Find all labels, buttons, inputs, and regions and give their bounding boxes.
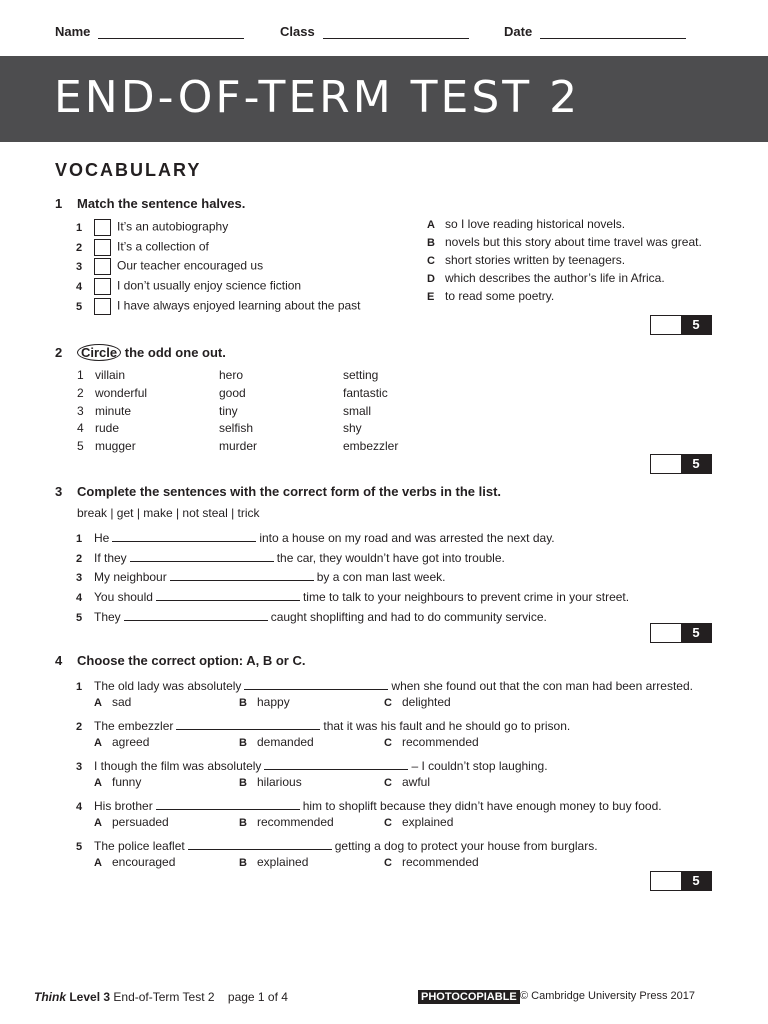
item-text: The old lady was absolutely: [94, 679, 242, 693]
list-item: [76, 298, 361, 315]
date-field[interactable]: [504, 24, 686, 39]
option-letter: A: [94, 857, 102, 869]
option-a[interactable]: [94, 735, 239, 749]
word-option[interactable]: hero: [219, 368, 244, 382]
option-c[interactable]: [384, 815, 529, 829]
item-number: 4: [76, 592, 83, 604]
item-number: 2: [76, 241, 83, 254]
word-option[interactable]: minute: [95, 404, 132, 418]
item-number: 1: [76, 681, 83, 693]
option-letter: C: [384, 737, 392, 749]
options-row: [94, 815, 529, 829]
option-letter: B: [239, 817, 247, 829]
score-box[interactable]: [650, 623, 712, 643]
item-text: The embezzler: [94, 719, 174, 733]
option-text: delighted: [402, 695, 451, 709]
table-row: [77, 439, 398, 453]
row-number: 2: [77, 386, 84, 400]
answer-blank[interactable]: [130, 549, 274, 562]
item-text: They: [94, 610, 121, 624]
word-option[interactable]: rude: [95, 421, 120, 435]
list-item: [76, 677, 693, 693]
item-text: I though the film was absolutely: [94, 759, 262, 773]
item-number: 3: [76, 260, 83, 273]
score-box[interactable]: [650, 315, 712, 335]
footer-page: page 1 of 4: [227, 990, 288, 1004]
answer-blank[interactable]: [156, 797, 300, 810]
name-line[interactable]: [98, 24, 244, 39]
circle-word: Circle: [77, 344, 121, 361]
title-banner: [0, 56, 768, 142]
q2-heading: [55, 344, 226, 361]
option-text: explained: [257, 855, 309, 869]
item-text: I don’t usually enjoy science fiction: [117, 278, 302, 293]
row-number: 4: [77, 421, 84, 435]
q1-heading: [55, 196, 245, 211]
item-number: 3: [76, 761, 83, 773]
ending-letter: E: [427, 291, 435, 303]
ending-letter: D: [427, 273, 435, 285]
item-text: My neighbour: [94, 570, 167, 584]
q2-number: 2: [55, 345, 63, 360]
ending-item: [427, 253, 625, 267]
list-item: [76, 608, 547, 624]
answer-checkbox[interactable]: [94, 278, 111, 295]
option-letter: B: [239, 777, 247, 789]
answer-blank[interactable]: [156, 588, 300, 601]
option-c[interactable]: [384, 695, 529, 709]
q4-instruction: Choose the correct option: A, B or C.: [77, 653, 306, 668]
item-number: 5: [76, 841, 83, 853]
ending-item: [427, 235, 702, 249]
word-option[interactable]: embezzler: [343, 439, 399, 453]
answer-blank[interactable]: [112, 529, 256, 542]
option-a[interactable]: [94, 775, 239, 789]
option-letter: C: [384, 777, 392, 789]
ending-letter: A: [427, 219, 435, 231]
item-number: 5: [76, 612, 83, 624]
list-item: [76, 797, 662, 813]
row-number: 3: [77, 404, 84, 418]
option-letter: A: [94, 697, 102, 709]
item-number: 1: [76, 533, 83, 545]
item-text: He: [94, 531, 110, 545]
item-number: 3: [76, 572, 83, 584]
option-letter: A: [94, 737, 102, 749]
word-option[interactable]: fantastic: [343, 386, 388, 400]
item-text: His brother: [94, 799, 153, 813]
score-total: 5: [681, 872, 711, 890]
word-option[interactable]: tiny: [219, 404, 238, 418]
item-text: into a house on my road and was arrested the next day.: [259, 531, 555, 545]
item-text: getting a dog to protect your house from burglars.: [334, 839, 598, 853]
list-item: [76, 588, 629, 604]
q1-instruction: Match the sentence halves.: [77, 196, 246, 211]
list-item: [76, 529, 555, 545]
footer-test: End-of-Term Test 2: [113, 990, 215, 1004]
item-text: the car, they wouldn’t have got into trouble.: [276, 551, 505, 565]
options-row: [94, 695, 529, 709]
score-total: 5: [681, 316, 711, 334]
list-item: [76, 549, 505, 565]
option-letter: B: [239, 857, 247, 869]
option-b[interactable]: [239, 815, 384, 829]
item-text: that it was his fault and he should go to prison.: [323, 719, 571, 733]
answer-checkbox[interactable]: [94, 219, 111, 236]
options-row: [94, 775, 529, 789]
photocopiable-badge: PHOTOCOPIABLE: [418, 990, 520, 1004]
ending-text: which describes the author’s life in Africa.: [445, 271, 665, 285]
ending-text: novels but this story about time travel was great.: [445, 235, 702, 249]
ending-text: so I love reading historical novels.: [445, 217, 626, 231]
class-label: Class: [280, 24, 315, 39]
item-text: I have always enjoyed learning about the past: [117, 298, 361, 313]
page-title: END-OF-TERM TEST 2: [54, 72, 581, 123]
word-option[interactable]: wonderful: [95, 386, 148, 400]
item-text: when she found out that the con man had been arrested.: [391, 679, 693, 693]
item-text: You should: [94, 590, 153, 604]
section-title: VOCABULARY: [55, 160, 202, 180]
option-letter: B: [239, 737, 247, 749]
score-total: 5: [681, 455, 711, 473]
word-list: break | get | make | not steal | trick: [77, 506, 260, 520]
word-option[interactable]: villain: [95, 368, 126, 382]
list-item: [76, 717, 570, 733]
q2-instruction: the odd one out.: [124, 345, 226, 360]
answer-checkbox[interactable]: [94, 239, 111, 256]
option-text: happy: [257, 695, 290, 709]
ending-text: short stories written by teenagers.: [445, 253, 626, 267]
score-total: 5: [681, 624, 711, 642]
item-text: time to talk to your neighbours to prevent crime in your street.: [302, 590, 630, 604]
item-text: Our teacher encouraged us: [117, 258, 264, 273]
option-text: funny: [112, 775, 142, 789]
date-label: Date: [504, 24, 533, 39]
item-text: The police leaflet: [94, 839, 185, 853]
list-item: [76, 239, 209, 256]
option-b[interactable]: [239, 775, 384, 789]
word-option[interactable]: mugger: [95, 439, 136, 453]
item-number: 4: [76, 280, 83, 293]
option-c[interactable]: [384, 775, 529, 789]
class-line[interactable]: [323, 24, 469, 39]
option-text: demanded: [257, 735, 314, 749]
page-footer: [34, 990, 734, 1004]
word-option[interactable]: setting: [343, 368, 379, 382]
item-text: It’s an autobiography: [117, 219, 229, 234]
ending-item: [427, 217, 625, 231]
answer-checkbox[interactable]: [94, 258, 111, 275]
footer-copyright: © Cambridge University Press 2017: [520, 990, 696, 1002]
option-letter: A: [94, 817, 102, 829]
option-text: recommended: [402, 735, 479, 749]
q1-number: 1: [55, 196, 63, 211]
name-field[interactable]: [55, 24, 244, 39]
option-text: explained: [402, 815, 454, 829]
ending-text: to read some poetry.: [445, 289, 555, 303]
score-box[interactable]: [650, 454, 712, 474]
answer-blank[interactable]: [176, 717, 320, 730]
item-number: 2: [76, 553, 83, 565]
date-line[interactable]: [540, 24, 686, 39]
word-option[interactable]: shy: [343, 421, 362, 435]
header-fields: [0, 24, 768, 44]
option-text: encouraged: [112, 855, 176, 869]
q3-heading: [55, 484, 501, 499]
q4-number: 4: [55, 653, 63, 668]
word-option[interactable]: good: [219, 386, 246, 400]
footer-brand: Think: [34, 990, 66, 1004]
table-row: [77, 386, 388, 400]
list-item: [76, 757, 548, 773]
ending-letter: C: [427, 255, 435, 267]
class-field[interactable]: [280, 24, 469, 39]
name-label: Name: [55, 24, 91, 39]
option-a[interactable]: [94, 855, 239, 869]
option-letter: A: [94, 777, 102, 789]
option-a[interactable]: [94, 815, 239, 829]
list-item: [76, 219, 228, 236]
q3-number: 3: [55, 484, 63, 499]
footer-level: Level 3: [69, 990, 111, 1004]
word-option[interactable]: selfish: [219, 421, 254, 435]
options-row: [94, 855, 529, 869]
table-row: [77, 421, 362, 435]
option-text: persuaded: [112, 815, 169, 829]
word-option[interactable]: small: [343, 404, 372, 418]
item-number: 2: [76, 721, 83, 733]
option-letter: C: [384, 857, 392, 869]
option-letter: B: [239, 697, 247, 709]
answer-blank[interactable]: [264, 757, 408, 770]
option-text: recommended: [257, 815, 334, 829]
row-number: 5: [77, 439, 84, 453]
option-text: sad: [112, 695, 132, 709]
option-b[interactable]: [239, 855, 384, 869]
answer-blank[interactable]: [244, 677, 388, 690]
list-item: [76, 278, 301, 295]
item-text: by a con man last week.: [316, 570, 446, 584]
q3-instruction: Complete the sentences with the correct form of the verbs in the list.: [77, 484, 502, 499]
option-text: recommended: [402, 855, 479, 869]
item-text: – I couldn’t stop laughing.: [411, 759, 548, 773]
item-text: him to shoplift because they didn’t have enough money to buy food.: [302, 799, 662, 813]
item-text: If they: [94, 551, 127, 565]
item-number: 4: [76, 801, 83, 813]
item-text: caught shoplifting and had to do community service.: [270, 610, 547, 624]
option-c[interactable]: [384, 735, 529, 749]
table-row: [77, 404, 371, 418]
options-row: [94, 735, 529, 749]
answer-blank[interactable]: [188, 837, 332, 850]
list-item: [76, 568, 445, 584]
ending-letter: B: [427, 237, 435, 249]
ending-item: [427, 271, 665, 285]
item-number: 1: [76, 221, 83, 234]
answer-checkbox[interactable]: [94, 298, 111, 315]
ending-item: [427, 289, 554, 303]
option-text: hilarious: [257, 775, 302, 789]
list-item: [76, 837, 598, 853]
option-b[interactable]: [239, 735, 384, 749]
answer-blank[interactable]: [170, 568, 314, 581]
item-number: 5: [76, 300, 83, 313]
score-box[interactable]: [650, 871, 712, 891]
option-c[interactable]: [384, 855, 529, 869]
option-text: agreed: [112, 735, 150, 749]
row-number: 1: [77, 368, 84, 382]
item-text: It’s a collection of: [117, 239, 209, 254]
option-b[interactable]: [239, 695, 384, 709]
word-option[interactable]: murder: [219, 439, 258, 453]
option-text: awful: [402, 775, 431, 789]
option-a[interactable]: [94, 695, 239, 709]
list-item: [76, 258, 263, 275]
option-letter: C: [384, 817, 392, 829]
q4-heading: [55, 653, 305, 668]
answer-blank[interactable]: [124, 608, 268, 621]
option-letter: C: [384, 697, 392, 709]
table-row: [77, 368, 378, 382]
